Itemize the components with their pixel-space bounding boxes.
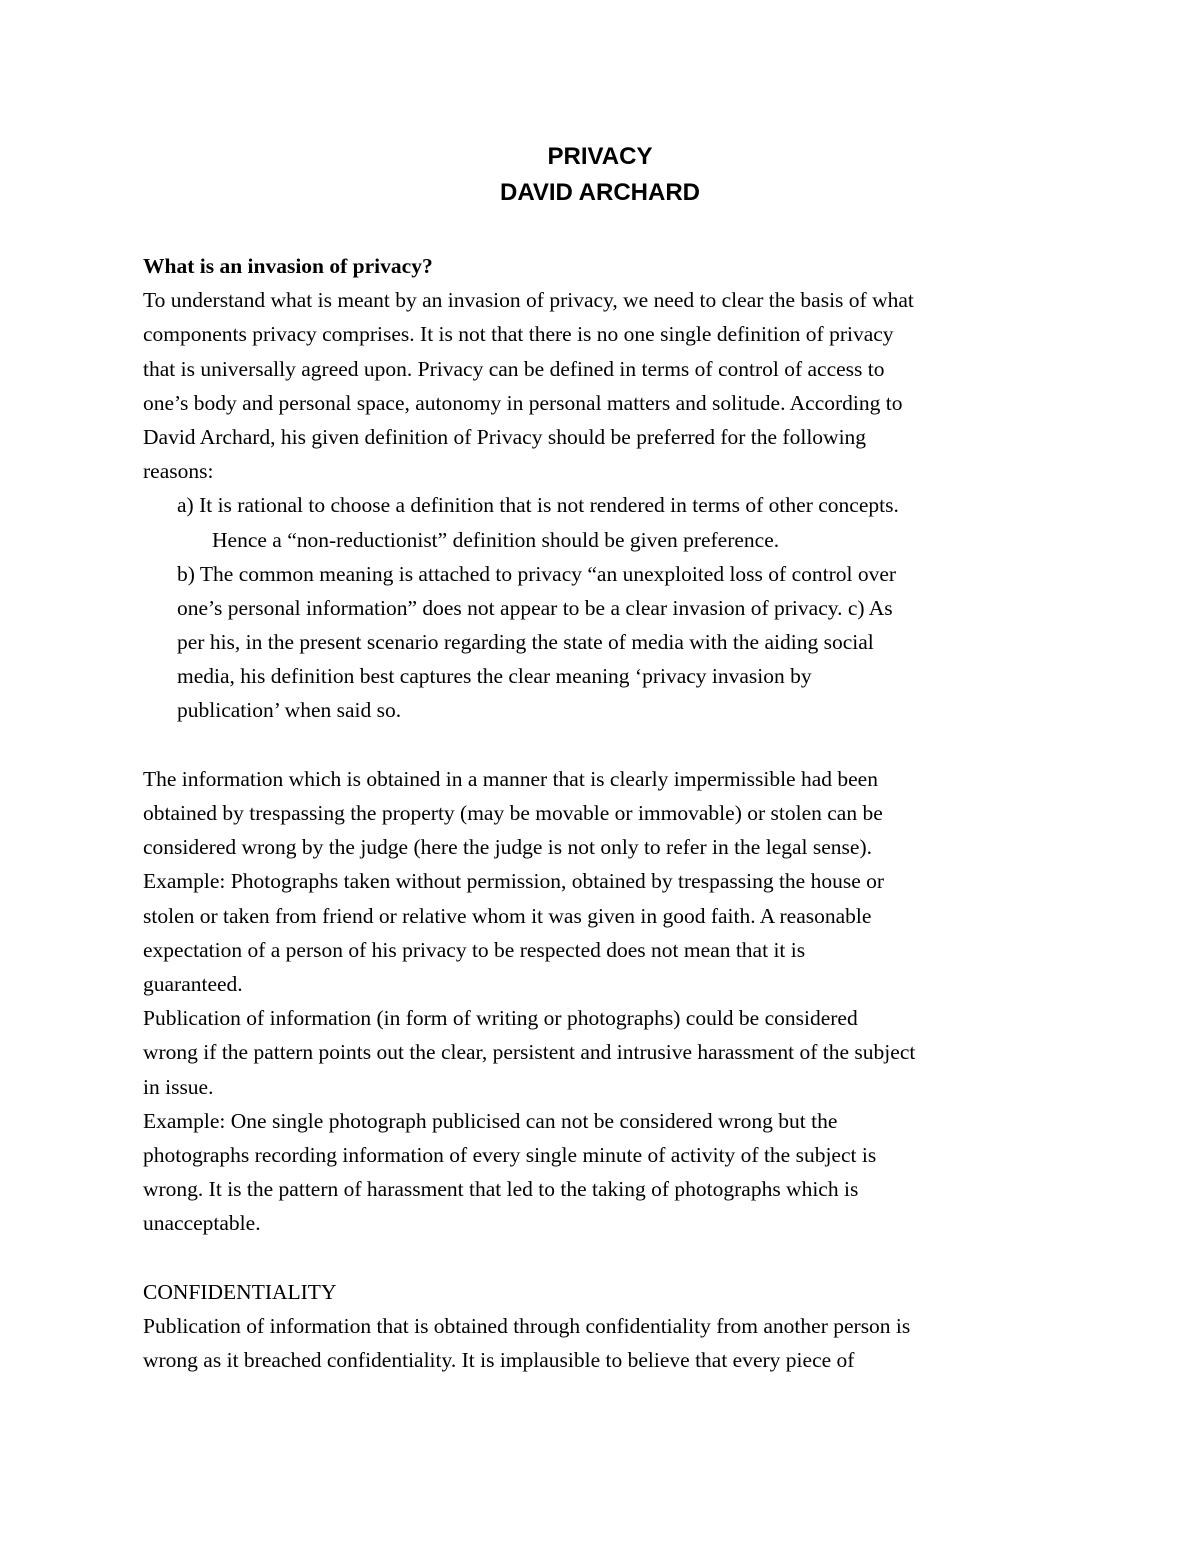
paragraph-line: expectation of a person of his privacy to be respected does not mean that it is: [143, 937, 806, 962]
list-item-b-line: media, his definition best captures the clear meaning ‘privacy invasion by: [177, 664, 812, 689]
paragraph-line: components privacy comprises. It is not that there is no one single definition of privacy: [143, 322, 894, 347]
title-line-privacy: PRIVACY: [547, 143, 653, 170]
paragraph-line: guaranteed.: [143, 971, 243, 996]
paragraph-line: wrong if the pattern points out the clear, persistent and intrusive harassment of the subject: [143, 1040, 916, 1065]
section-heading-confidentiality: CONFIDENTIALITY: [143, 1279, 337, 1304]
paragraph-line: photographs recording information of every single minute of activity of the subject is: [143, 1142, 877, 1167]
paragraph-line: wrong as it breached confidentiality. It is implausible to believe that every piece of: [143, 1348, 855, 1372]
list-item-b-line: per his, in the present scenario regarding the state of media with the aiding social: [177, 630, 874, 655]
paragraph-line: reasons:: [143, 459, 214, 484]
paragraph-line: one’s body and personal space, autonomy in personal matters and solitude. According to: [143, 390, 903, 415]
paragraph-spacer: [143, 1240, 1068, 1274]
paragraph-line: Example: Photographs taken without permission, obtained by trespassing the house or: [143, 869, 885, 894]
paragraph-line: wrong. It is the pattern of harassment that led to the taking of photographs which is: [143, 1177, 859, 1202]
document-body: [143, 249, 1068, 1377]
list-item-b-line: one’s personal information” does not appear to be a clear invasion of privacy. c) As: [177, 595, 893, 620]
paragraph-line: unacceptable.: [143, 1211, 261, 1236]
paragraph-line: Publication of information (in form of writing or photographs) could be considered: [143, 1006, 858, 1031]
list-item-b-line: b) The common meaning is attached to privacy “an unexploited loss of control over: [177, 561, 897, 586]
title-line-author: DAVID ARCHARD: [500, 179, 700, 206]
paragraph-spacer: [143, 728, 1068, 762]
paragraph-line: in issue.: [143, 1074, 214, 1099]
section-heading-invasion: What is an invasion of privacy?: [143, 254, 433, 278]
list-item-a-line: a) It is rational to choose a definition that is not rendered in terms of other concepts.: [177, 493, 899, 518]
list-item-a-line: Hence a “non-reductionist” definition should be given preference.: [212, 527, 780, 552]
document-title: [0, 139, 1200, 211]
paragraph-line: that is universally agreed upon. Privacy can be defined in terms of control of access to: [143, 356, 885, 381]
paragraph-line: Publication of information that is obtained through confidentiality from another person is: [143, 1313, 911, 1338]
paragraph-line: Example: One single photograph publicised can not be considered wrong but the: [143, 1108, 838, 1133]
paragraph-line: The information which is obtained in a manner that is clearly impermissible had been: [143, 766, 878, 791]
paragraph-line: To understand what is meant by an invasion of privacy, we need to clear the basis of what: [143, 288, 914, 313]
paragraph-line: stolen or taken from friend or relative whom it was given in good faith. A reasonable: [143, 903, 872, 928]
paragraph-line: obtained by trespassing the property (may be movable or immovable) or stolen can be: [143, 801, 883, 825]
list-item-b-line: publication’ when said so.: [177, 698, 402, 723]
paragraph-line: David Archard, his given definition of Privacy should be preferred for the following: [143, 424, 867, 449]
paragraph-line: considered wrong by the judge (here the judge is not only to refer in the legal sense).: [143, 835, 872, 860]
